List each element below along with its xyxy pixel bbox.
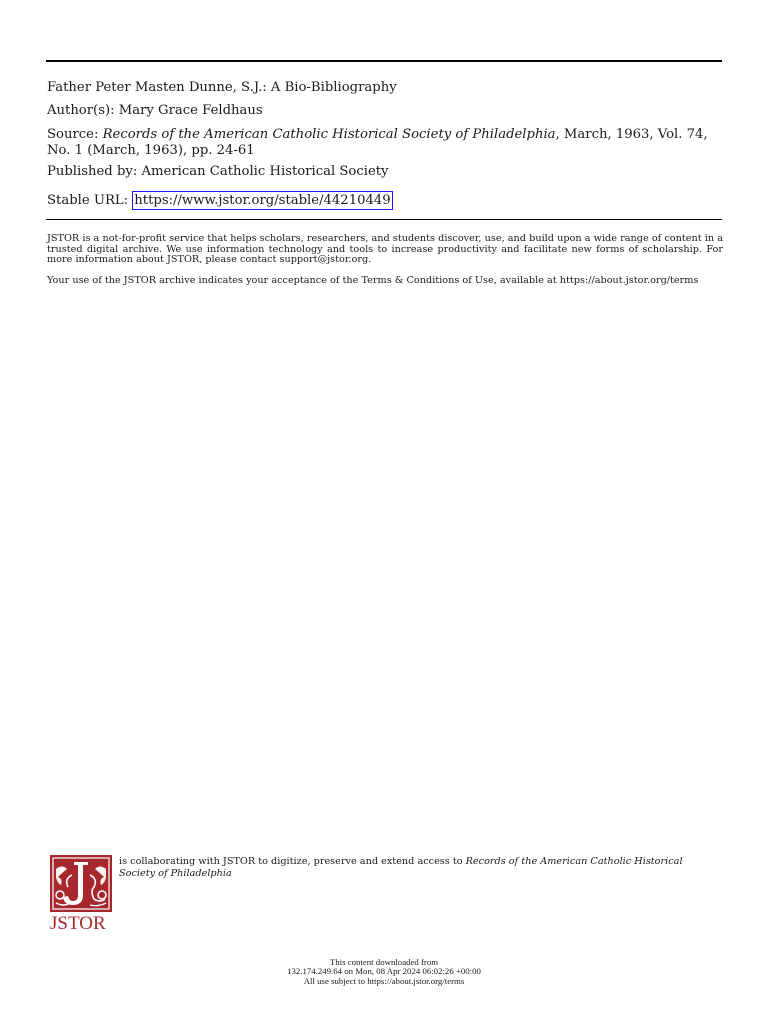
source-journal: Records of the American Catholic Historical Society of Philadelphia [102,127,556,142]
publisher-line [47,164,719,180]
publisher-name: American Catholic Historical Society [141,164,389,179]
download-footer [0,958,768,986]
stable-url-line [47,191,719,210]
jstor-wordmark: JSTOR [50,913,106,934]
source-line [47,127,719,158]
collaboration-lead: is collaborating with JSTOR to digitize, preserve and extend access to [119,856,466,867]
author-label: Author(s): [47,103,119,118]
author-line [47,103,719,119]
collaboration-journal: Records of the American Catholic Historical Society of Philadelphia [119,856,683,879]
terms-notice: Your use of the JSTOR archive indicates your acceptance of the Terms & Conditions of Use, available at https://about.jstor.org/terms [47,275,699,286]
footer-line-3: All use subject to https://about.jstor.org/terms [303,975,465,986]
footer-line-2: 132.174.249.64 on Mon, 08 Apr 2024 06:02:26 +00:00 [287,966,481,977]
jstor-logo[interactable] [50,855,114,934]
title-text: Father Peter Masten Dunne, S.J.: A Bio-Bibliography [47,80,397,95]
stable-url-label: Stable URL: [47,193,133,208]
source-label: Source: [47,127,103,142]
top-rule [46,60,722,62]
jstor-seal-icon [50,855,112,912]
collaboration-statement [119,856,719,879]
jstor-seal-graphic [50,855,112,912]
jstor-about-notice: JSTOR is a not-for-profit service that helps scholars, researchers, and students discover, use, and build upon a wide range of content in a trusted digital archive. We use information technology and tools to increase productivity and facilitate new forms of scholarship. For more information about JSTOR, please contact support@jstor.org. [47,233,723,266]
stable-url-link[interactable]: https://www.jstor.org/stable/44210449 [134,193,391,208]
author-name: Mary Grace Feldhaus [118,103,263,118]
separator-rule [46,219,722,220]
article-title [47,80,719,96]
source-details: , March, 1963, Vol. 74, No. 1 (March, 1963), pp. 24-61 [47,127,708,158]
footer-line-1: This content downloaded from [329,957,439,967]
publisher-label: Published by: [47,164,142,179]
